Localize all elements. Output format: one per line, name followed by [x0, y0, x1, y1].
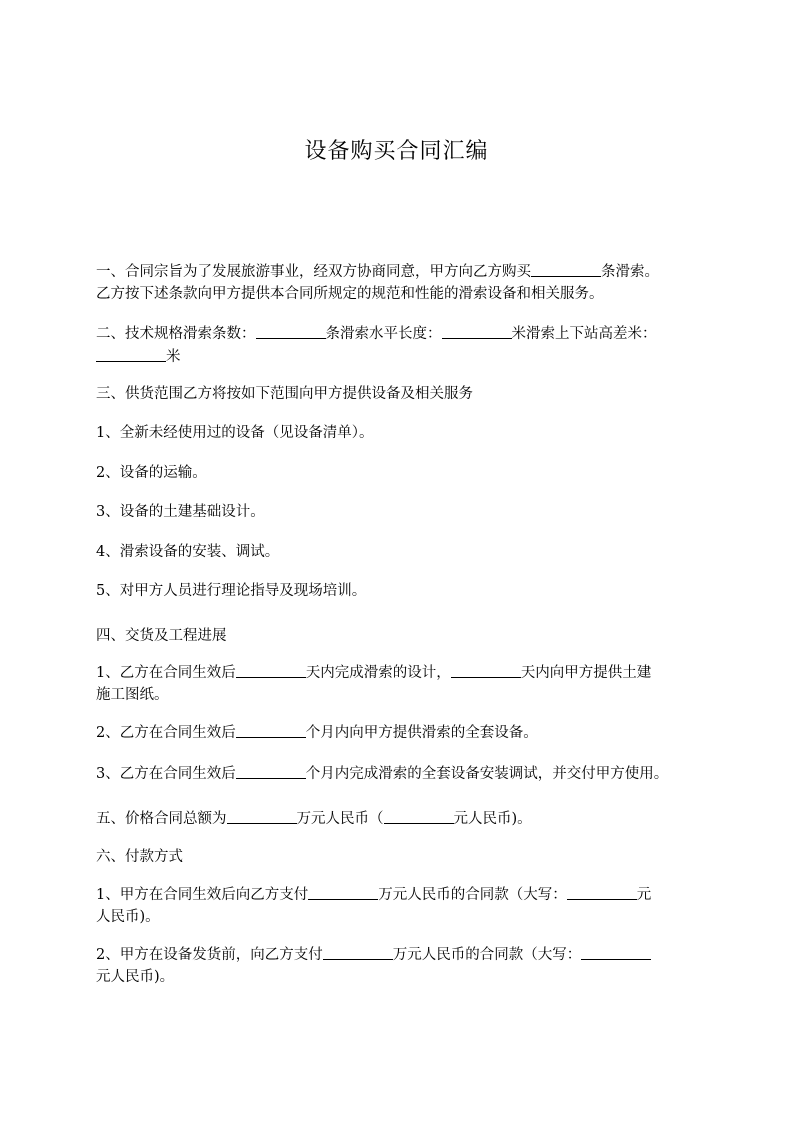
cable-count-blank[interactable] [256, 322, 326, 339]
delivery-2-text-a: 2、乙方在合同生效后 [96, 725, 236, 741]
payment-item-2-line-1 [96, 942, 716, 967]
spec-text-d: 米 [166, 349, 181, 365]
delivery-3-text-b: 个月内完成滑索的全套设备安装调试，并交付甲方使用。 [305, 766, 669, 782]
delivery-item-1-line-1 [96, 660, 716, 685]
purpose-line-1 [96, 259, 716, 284]
purpose-text-b: 条滑索。 [601, 264, 659, 280]
second-payment-blank[interactable] [323, 943, 393, 960]
payment-heading: 六、付款方式 [96, 849, 183, 865]
delivery-item-3 [96, 761, 716, 786]
spec-text-a: 二、技术规格滑索条数： [96, 326, 256, 342]
spec-text-b: 条滑索水平长度： [325, 326, 442, 342]
purchase-count-blank[interactable] [531, 260, 601, 277]
payment-item-1-line-1 [96, 882, 716, 907]
supply-item: 1、全新未经使用过的设备（见设备清单）。 [96, 425, 374, 441]
second-payment-words-blank[interactable] [581, 943, 651, 960]
horizontal-length-blank[interactable] [442, 322, 512, 339]
delivery-3-text-a: 3、乙方在合同生效后 [96, 766, 236, 782]
spec-line-1 [96, 321, 716, 346]
supply-item: 5、对甲方人员进行理论指导及现场培训。 [96, 583, 367, 599]
payment-item-1-line-2: 人民币)。 [96, 909, 160, 925]
total-amount-blank[interactable] [227, 807, 297, 824]
payment-2-text-b: 万元人民币的合同款（大写： [392, 947, 582, 963]
payment-1-text-a: 1、甲方在合同生效后向乙方支付 [96, 887, 309, 903]
delivery-2-text-b: 个月内向甲方提供滑索的全套设备。 [305, 725, 538, 741]
price-line [96, 806, 716, 831]
height-diff-blank[interactable] [96, 345, 166, 362]
purpose-text-a: 一、合同宗旨为了发展旅游事业，经双方协商同意，甲方向乙方购买 [96, 264, 531, 280]
delivery-item-2 [96, 720, 716, 745]
purpose-line-2: 乙方按下述条款向甲方提供本合同所规定的规范和性能的滑索设备和相关服务。 [96, 286, 604, 302]
drawing-days-blank[interactable] [451, 661, 521, 678]
supply-scope-heading: 三、供货范围乙方将按如下范围向甲方提供设备及相关服务 [96, 386, 473, 402]
design-days-blank[interactable] [236, 661, 306, 678]
price-text-a: 五、价格合同总额为 [96, 811, 227, 827]
spec-line-2 [96, 344, 716, 369]
installation-months-blank[interactable] [236, 762, 306, 779]
payment-1-text-b: 万元人民币的合同款（大写： [378, 887, 567, 903]
delivery-item-1-line-2: 施工图纸。 [96, 687, 169, 703]
first-payment-blank[interactable] [308, 883, 378, 900]
delivery-1-text-a: 1、乙方在合同生效后 [96, 665, 236, 681]
document-title: 设备购买合同汇编 [304, 139, 489, 164]
first-payment-words-blank[interactable] [567, 883, 637, 900]
price-text-c: 元人民币)。 [453, 811, 532, 827]
supply-item: 4、滑索设备的安装、调试。 [96, 544, 280, 560]
delivery-1-text-b: 天内完成滑索的设计， [305, 665, 451, 681]
price-text-b: 万元人民币（ [296, 811, 384, 827]
delivery-1-text-c: 天内向甲方提供土建 [520, 665, 652, 681]
payment-1-text-c: 元 [636, 887, 652, 903]
equipment-months-blank[interactable] [236, 721, 306, 738]
supply-item: 3、设备的土建基础设计。 [96, 504, 265, 520]
payment-item-2-line-2: 元人民币)。 [96, 969, 175, 985]
payment-2-text-a: 2、甲方在设备发货前，向乙方支付 [96, 947, 323, 963]
delivery-heading: 四、交货及工程进展 [96, 628, 227, 644]
supply-item: 2、设备的运输。 [96, 465, 207, 481]
total-amount-words-blank[interactable] [384, 807, 454, 824]
spec-text-c: 米滑索上下站高差米： [511, 326, 657, 342]
